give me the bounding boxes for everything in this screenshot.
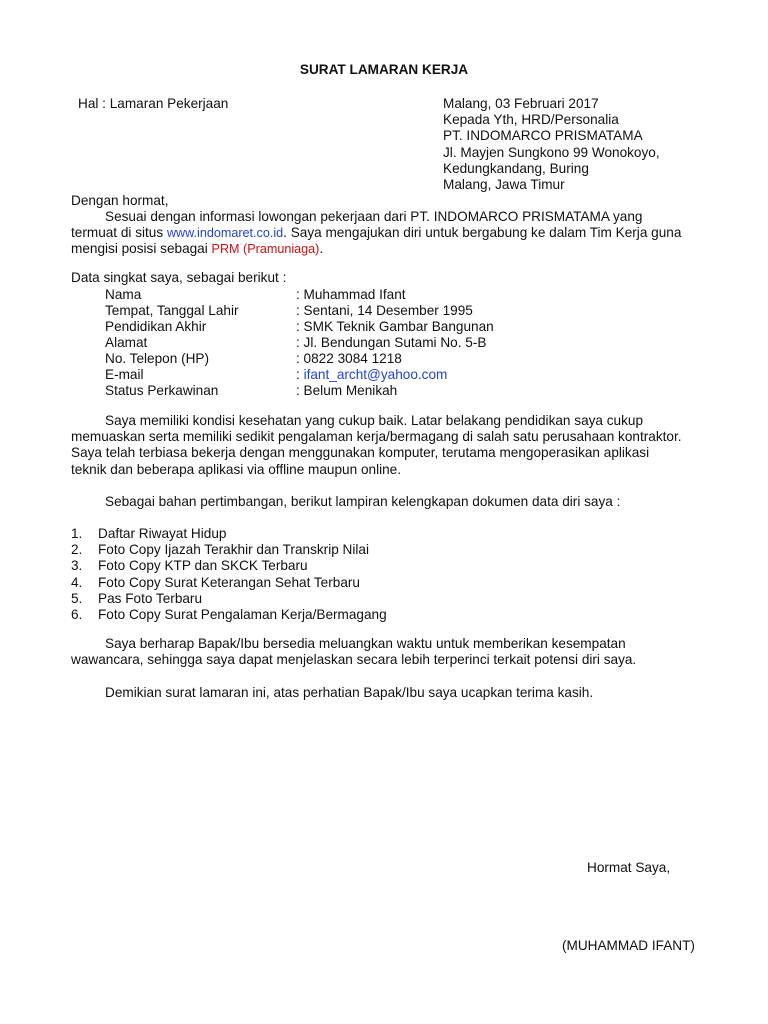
intro-text: .: [319, 241, 324, 257]
list-item: [71, 607, 387, 623]
position-name: PRM (Pramuniaga): [211, 242, 320, 257]
background-paragraph: [71, 413, 682, 478]
list-number: 1.: [71, 526, 83, 541]
attachments-intro: Sebagai bahan pertimbangan, berikut lampiran kelengkapan dokumen data diri saya :: [105, 494, 621, 509]
list-number: 2.: [71, 542, 83, 558]
intro-line: Sesuai dengan informasi lowongan pekerjaan dari PT. INDOMARCO PRISMATAMA yang: [105, 209, 643, 224]
intro-text: . Saya mengajukan diri untuk bergabung ke dalam Tim Kerja guna: [283, 225, 682, 241]
website-link[interactable]: www.indomaret.co.id: [166, 226, 284, 241]
greeting: Dengan hormat,: [71, 193, 169, 208]
data-heading: Data singkat saya, sebagai berikut :: [71, 270, 287, 285]
closing-line: Demikian surat lamaran ini, atas perhatian Bapak/Ibu saya ucapkan terima kasih.: [105, 685, 594, 700]
data-value: : Belum Menikah: [296, 383, 398, 398]
paragraph-line: memuaskan serta memiliki sedikit pengalaman kerja/bermagang di salah satu perusahaan kontraktor.: [71, 429, 682, 445]
list-item: [71, 542, 387, 558]
email-link[interactable]: ifant_archt@yahoo.com: [303, 367, 448, 382]
list-text: Foto Copy Surat Keterangan Sehat Terbaru: [98, 574, 360, 590]
paragraph-line: Saya memiliki kondisi kesehatan yang cukup baik. Latar belakang pendidikan saya cukup: [105, 413, 644, 428]
list-number: 3.: [71, 558, 83, 574]
data-value: [296, 367, 447, 383]
data-prefix: :: [296, 367, 304, 382]
list-number: 4.: [71, 574, 83, 590]
address-line: Malang, Jawa Timur: [443, 177, 565, 193]
list-item: [71, 575, 387, 591]
address-line: Kedungkandang, Buring: [443, 160, 589, 176]
list-number: 5.: [71, 590, 83, 606]
list-text: Foto Copy Ijazah Terakhir dan Transkrip Nilai: [98, 542, 369, 558]
data-label: Status Perkawinan: [105, 383, 219, 398]
address-block: [443, 96, 660, 193]
list-item: [71, 526, 387, 542]
list-item: [71, 558, 387, 574]
attachments-list: [71, 526, 387, 623]
intro-text: mengisi posisi sebagai: [71, 241, 212, 257]
data-label: Nama: [105, 287, 142, 302]
data-value: : SMK Teknik Gambar Bangunan: [296, 319, 494, 334]
letter-date: Malang, 03 Februari 2017: [443, 96, 599, 111]
data-label: Tempat, Tanggal Lahir: [105, 303, 239, 318]
sign-off: Hormat Saya,: [587, 860, 671, 875]
list-text: Foto Copy Surat Pengalaman Kerja/Bermagang: [98, 607, 387, 623]
data-label: E-mail: [105, 367, 144, 382]
letter-title: SURAT LAMARAN KERJA: [299, 62, 469, 77]
intro-text: termuat di situs: [71, 225, 167, 241]
data-value: : 0822 3084 1218: [296, 351, 402, 366]
personal-data-table: [0, 287, 768, 402]
signature-name: (MUHAMMAD IFANT): [562, 938, 695, 953]
data-value: : Jl. Bendungan Sutami No. 5-B: [296, 335, 487, 350]
intro-line: [71, 225, 681, 241]
paragraph-line: Saya berharap Bapak/Ibu bersedia meluangkan waktu untuk memberikan kesempatan: [105, 636, 626, 651]
recipient-line: Kepada Yth, HRD/Personalia: [443, 112, 619, 128]
list-text: Daftar Riwayat Hidup: [98, 526, 227, 541]
paragraph-line: wawancara, sehingga saya dapat menjelaskan secara lebih terperinci terkait potensi diri saya.: [71, 652, 637, 668]
paragraph-line: Saya telah terbiasa bekerja dengan menggunakan komputer, terutama mengoperasikan aplikasi: [71, 445, 650, 461]
letter-subject: Hal : Lamaran Pekerjaan: [78, 96, 229, 111]
list-text: Pas Foto Terbaru: [98, 590, 203, 606]
list-number: 6.: [71, 607, 83, 623]
list-item: [71, 591, 387, 607]
company-name: PT. INDOMARCO PRISMATAMA: [443, 128, 643, 144]
address-line: Jl. Mayjen Sungkono 99 Wonokoyo,: [443, 144, 660, 160]
data-label: Alamat: [105, 335, 148, 350]
intro-line: [71, 241, 681, 257]
data-value: : Sentani, 14 Desember 1995: [296, 303, 473, 318]
paragraph-line: teknik dan beberapa aplikasi via offline maupun online.: [71, 461, 402, 477]
closing-request-paragraph: [71, 636, 636, 668]
list-text: Foto Copy KTP dan SKCK Terbaru: [98, 558, 308, 574]
data-label: Pendidikan Akhir: [105, 319, 207, 334]
intro-paragraph: [71, 209, 681, 258]
data-value: : Muhammad Ifant: [296, 287, 406, 302]
data-label: No. Telepon (HP): [105, 351, 210, 366]
